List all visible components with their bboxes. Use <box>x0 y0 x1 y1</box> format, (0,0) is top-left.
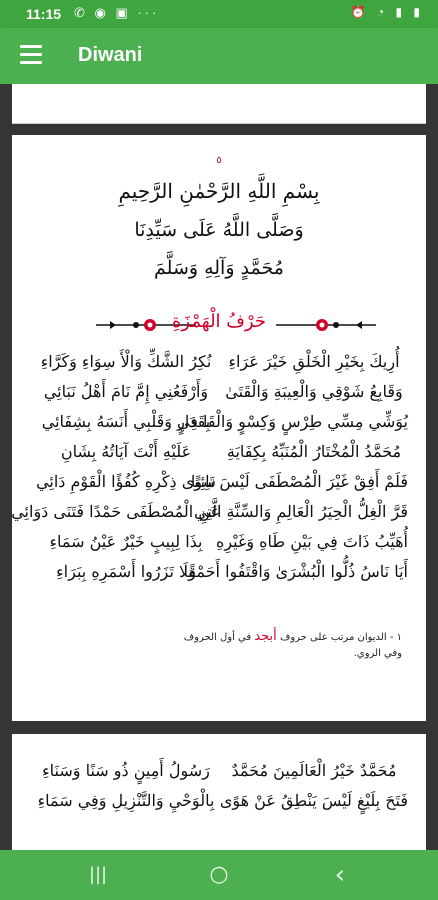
verse-first-half: فَتَحَ بِلَيْغٍ لَيْسَ يَنْطِقُ عَنْ هَوًى <box>219 791 408 810</box>
page-next <box>12 734 426 864</box>
bismillah-text: بِسْمِ اللَّهِ الرَّحْمٰنِ الرَّحِيمِ <box>118 179 320 203</box>
verse-first-half: مُحَمَّدٌ خَيْرُ الْعَالَمِينَ مُحَمَّدٌ <box>231 761 397 780</box>
verse-second-half: وَلَا تَزَرُوا أَسْمَرِهِ بِبَرَاءِ <box>56 562 196 581</box>
verse-second-half: وَأَرْفَعُنِي إِمَّ نَامَ أَهْلُ نَبَائِي <box>43 382 209 401</box>
salawat-line-1: وَصَلَّى اللَّهُ عَلَى سَيِّدِنَا <box>134 219 304 241</box>
page-current <box>12 135 426 721</box>
verse-row <box>32 437 408 467</box>
pdf-viewer[interactable] <box>0 84 438 850</box>
bismillah-line <box>12 179 426 203</box>
system-navigation-bar <box>0 850 438 900</box>
verse-second-half: بِذَا لِبِيبٍ خَيْرٌ عَيْنُ سَمَاءِ <box>49 532 203 551</box>
footnote-text: الديوان مرتب على حروف <box>279 632 387 643</box>
status-bar <box>0 0 438 28</box>
verse-second-half: سِوَى ذِكْرِهِ كُفُؤًا الْقَوْمِ دَائِي <box>36 472 216 491</box>
verse-row <box>32 527 408 557</box>
verse-first-half: فَلَمْ أَفِقْ غَيْرَ الْمُصْطَفَى لَيْسَ تَائِبًا <box>190 472 408 491</box>
section-heading: حَرْفُ الْهَمْزَةِ <box>172 311 266 332</box>
system-icons: ⏰ ◔ ▮ ▮ <box>350 5 424 19</box>
salawat-line-2: مُحَمَّدٍ وَآلِهِ وَسَلَّمَ <box>154 257 284 279</box>
page-mark: ٥ <box>216 155 222 166</box>
poem-verses <box>11 347 408 587</box>
app-bar <box>0 28 438 84</box>
verse-first-half: مُحَمَّدُ الْمُخْتَارُ الْمُنَبِّهُ بِكِفَايَةِ <box>226 442 402 461</box>
verse-row <box>32 786 408 816</box>
verse-second-half: رَسُولُ أَمِينٍ ذُو سَنًا وَسَنَاءِ <box>42 761 210 780</box>
verse-row <box>32 407 408 437</box>
verse-second-half: عَلَيْهِ أَنْتَ آيَاتُهُ بِشَانِ <box>60 442 192 461</box>
footnote-marker: ١ - <box>389 632 402 643</box>
verse-row <box>32 756 408 786</box>
verse-second-half: عَنِ الْمُصْطَفَى حَمْدًا فَتَنَى دَوَائِي <box>11 502 220 521</box>
verse-row <box>32 467 408 497</box>
verse-first-half: وَقَابِعُ شَوْقِي وَالْعِيبَةِ وَالْقَتَىٰ <box>225 382 403 401</box>
verse-row <box>32 377 408 407</box>
verse-first-half: قَرَّ الْغِلُّ الْحِيَرُ الْعَالِمِ وَالسِّنَّةِ الَّتِي <box>193 502 408 521</box>
verse-second-half: بِقَدَارٍ وَقَلْبِي أَنَسَهُ بِشِفَائِي <box>41 412 211 431</box>
notification-icons: ✆ ◉ ▣ ··· <box>74 5 160 20</box>
page-previous <box>12 84 426 124</box>
footnote-line-2: وفي الروي. <box>353 648 402 659</box>
status-time: 11:15 <box>26 6 62 22</box>
footnote <box>36 629 402 662</box>
back-icon[interactable]: ‹ <box>334 860 346 890</box>
footnote-highlight: أبجد <box>254 629 277 644</box>
verse-first-half: يُوَشِّي مِسِّي طِرْسٍ وَكِسْوٍ وَالْقَا فِي <box>176 412 408 431</box>
verse-second-half: بِالْوَحْيِ وَالتَّنْزِيلِ وَفِي سَمَاءِ <box>37 791 215 810</box>
verse-first-half: أُهَيِّبُ ذَاتَ فِي بَيْنِ طَاهِ وَغَيْرِهِ <box>215 532 408 551</box>
footnote-tail: في أول الحروف <box>183 632 252 643</box>
menu-icon[interactable] <box>20 45 42 65</box>
poem-verses-next <box>32 756 408 816</box>
home-icon[interactable]: ○ <box>209 862 229 887</box>
verse-row <box>32 347 408 377</box>
verse-row <box>11 497 408 527</box>
verse-first-half: أُرِيكَ بِخَيْرِ الْخَلْقِ خَيْرَ عَرَاءِ <box>228 352 400 371</box>
verse-row <box>32 557 408 587</box>
verse-second-half: نُكِرُ الشَّكِّ وَالْأَ سِوَاءِ وَكَرَّاءِ <box>40 352 212 371</box>
verse-first-half: أَيَا نَاسُ ذُلُّوا الْبُشْرَىٰ وَاقْتَفُوا أَحَمْقًا <box>183 562 408 581</box>
app-title: Diwani <box>78 44 143 66</box>
recent-apps-icon[interactable]: ||| <box>88 864 108 885</box>
